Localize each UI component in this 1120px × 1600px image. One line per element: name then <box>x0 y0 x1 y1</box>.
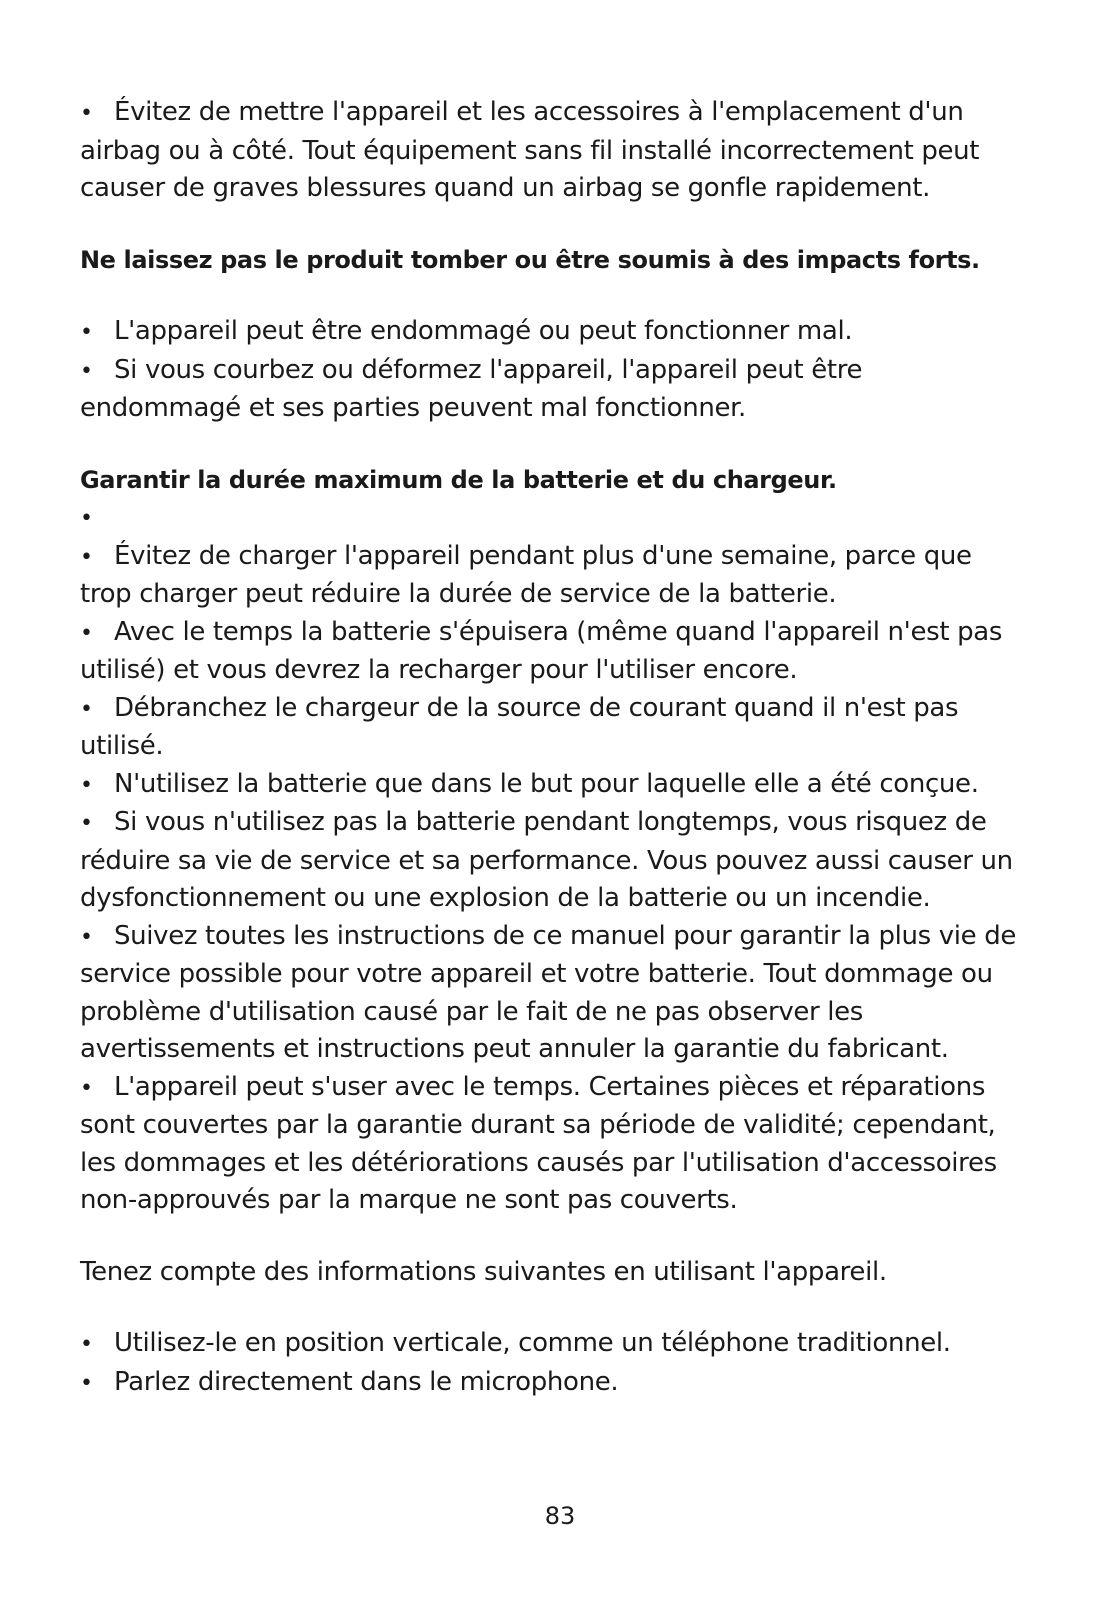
bullet-battery-2 <box>80 614 1030 690</box>
bullet-marker: • <box>80 696 93 722</box>
bullet-text: Parlez directement dans le microphone. <box>114 1366 619 1397</box>
bullet-text: Utilisez-le en position verticale, comme un téléphone traditionnel. <box>114 1328 951 1358</box>
bullet-marker: • <box>80 811 93 836</box>
bullet-text: Suivez toutes les instructions de ce manuel pour garantir la plus vie de service possible pour votre appareil et votre batterie. Tout dommage ou problème d'utilisation causé par le fait de ne pas observer les avertissements et instructions peut annuler la garantie du fabricant. <box>80 920 1017 1064</box>
bullet-battery-5 <box>80 804 1030 918</box>
bullet-battery-empty <box>80 499 1030 538</box>
bullet-battery-7 <box>80 1069 1030 1220</box>
bullet-battery-6 <box>80 918 1030 1069</box>
bullet-text: Si vous courbez ou déformez l'appareil, l'appareil peut être endommagé et ses parties peuvent mal fonctionner. <box>80 354 863 423</box>
bullet-impact-1 <box>80 313 1030 352</box>
bullet-airbag <box>80 94 1030 208</box>
page-number: 83 <box>544 1502 576 1530</box>
bullet-marker: • <box>80 544 93 570</box>
bullet-text: Évitez de mettre l'appareil et les accessoires à l'emplacement d'un airbag ou à côté. Tout équipement sans fil installé incorrectement peut causer de graves blessures quand un airbag se gonfle rapidement. <box>80 97 980 203</box>
bullet-marker: • <box>80 1370 93 1396</box>
bullet-text: L'appareil peut s'user avec le temps. Certaines pièces et réparations sont couvertes par la garantie durant sa période de validité; cependant, les dommages et les détériorations causés par l'utilisation d'accessoires non-approuvés par la marque ne sont pas couverts. <box>80 1071 997 1215</box>
bullet-text: Si vous n'utilisez pas la batterie pendant longtemps, vous risquez de réduire sa vie de service et sa performance. Vous pouvez aussi causer un dysfonctionnement ou une explosion de la batterie ou un incendie. <box>80 807 1013 913</box>
usage-intro: Tenez compte des informations suivantes en utilisant l'appareil. <box>80 1256 887 1287</box>
bullet-marker: • <box>80 620 93 646</box>
heading-battery: Garantir la durée maximum de la batterie et du chargeur. <box>80 465 837 494</box>
bullet-text: Évitez de charger l'appareil pendant plus d'une semaine, parce que trop charger peut réduire la durée de service de la batterie. <box>80 540 972 609</box>
bullet-marker: • <box>80 506 93 531</box>
bullet-marker: • <box>80 1075 93 1101</box>
bullet-battery-1 <box>80 538 1030 614</box>
bullet-battery-3 <box>80 690 1030 766</box>
bullet-usage-1 <box>80 1325 1030 1364</box>
bullet-marker: • <box>80 1332 93 1357</box>
bullet-text: Débranchez le chargeur de la source de courant quand il n'est pas utilisé. <box>80 692 959 761</box>
bullet-marker: • <box>80 320 93 345</box>
page-content <box>80 94 1030 1402</box>
bullet-marker: • <box>80 924 93 950</box>
bullet-text: Avec le temps la batterie s'épuisera (même quand l'appareil n'est pas utilisé) et vous devrez la recharger pour l'utiliser encore. <box>80 616 1003 685</box>
bullet-usage-2 <box>80 1364 1030 1403</box>
bullet-text: L'appareil peut être endommagé ou peut fonctionner mal. <box>114 316 853 346</box>
bullet-text: N'utilisez la batterie que dans le but pour laquelle elle a été conçue. <box>114 768 979 799</box>
bullet-marker: • <box>80 101 93 126</box>
bullet-impact-2 <box>80 352 1030 428</box>
bullet-marker: • <box>80 358 93 384</box>
bullet-marker: • <box>80 772 93 798</box>
heading-impact: Ne laissez pas le produit tomber ou être soumis à des impacts forts. <box>80 245 980 274</box>
bullet-battery-4 <box>80 766 1030 805</box>
